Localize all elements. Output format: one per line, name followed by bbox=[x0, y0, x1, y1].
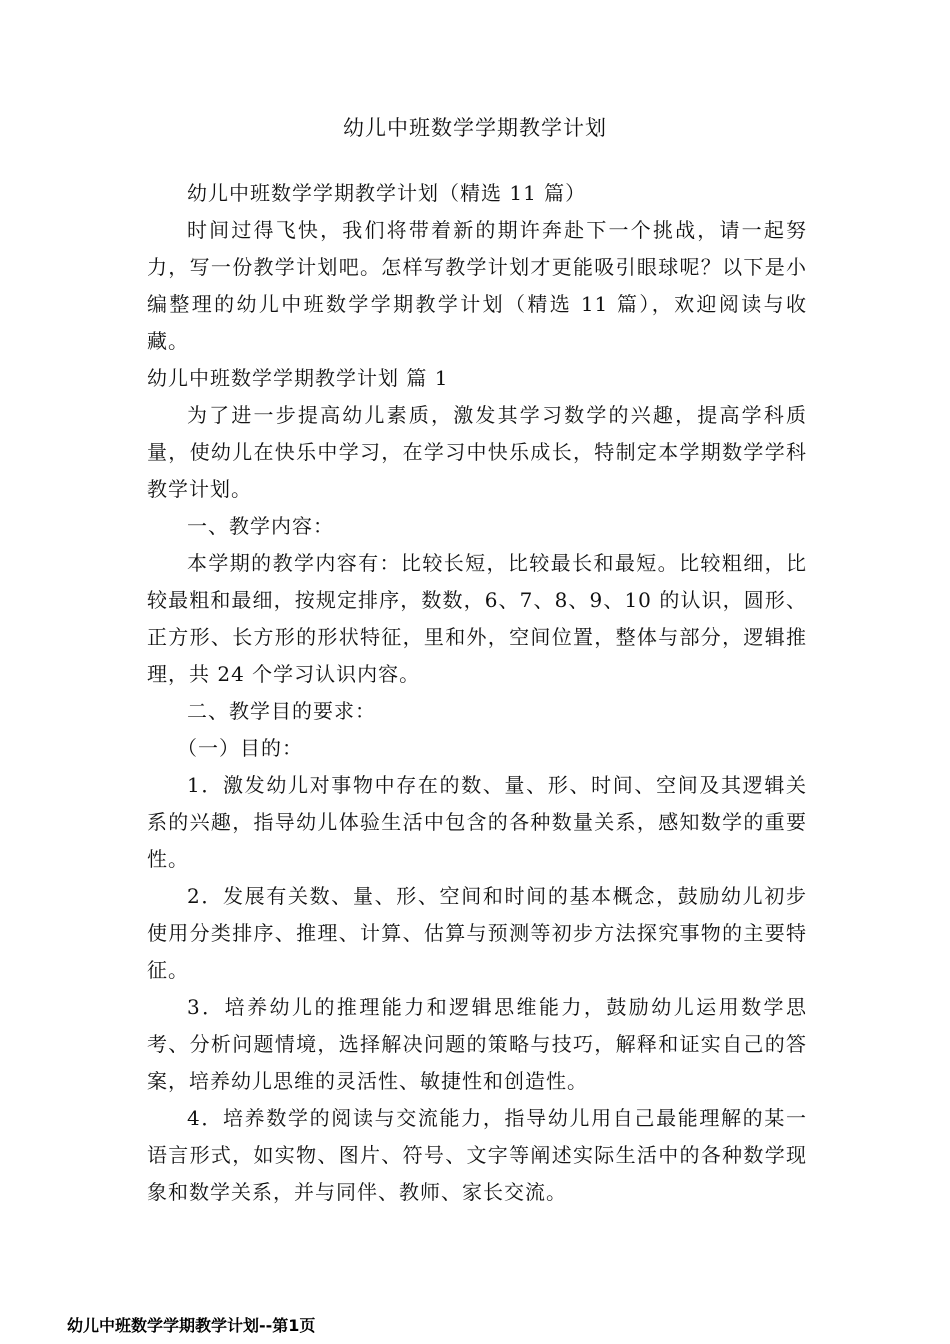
content-paragraph: 本学期的教学内容有：比较长短，比较最长和最短。比较粗细，比较最粗和最细，按规定排序，数数，6、7、8、9、10 的认识，圆形、正方形、长方形的形状特征，里和外，空间位置，整体与部分，逻辑推理，共 24 个学习认识内容。 bbox=[147, 551, 807, 686]
goal-item-3: 3．培养幼儿的推理能力和逻辑思维能力，鼓励幼儿运用数学思考、分析问题情境，选择解决问题的策略与技巧，解释和证实自己的答案，培养幼儿思维的灵活性、敏捷性和创造性。 bbox=[147, 995, 807, 1093]
purpose-paragraph: 为了进一步提高幼儿素质，激发其学习数学的兴趣，提高学科质量，使幼儿在快乐中学习，在学习中快乐成长，特制定本学期数学学科教学计划。 bbox=[147, 403, 807, 501]
document-subtitle: 幼儿中班数学学期教学计划（精选 11 篇） bbox=[187, 181, 587, 205]
goal-item-2: 2．发展有关数、量、形、空间和时间的基本概念，鼓励幼儿初步使用分类排序、推理、计算、估算与预测等初步方法探究事物的主要特征。 bbox=[147, 884, 807, 982]
goal-item-4: 4．培养数学的阅读与交流能力，指导幼儿用自己最能理解的某一语言形式，如实物、图片、符号、文字等阐述实际生活中的各种数学现象和数学关系，并与同伴、教师、家长交流。 bbox=[147, 1106, 807, 1204]
goal-item-1: 1．激发幼儿对事物中存在的数、量、形、时间、空间及其逻辑关系的兴趣，指导幼儿体验生活中包含的各种数量关系，感知数学的重要性。 bbox=[147, 773, 807, 871]
content-heading: 一、教学内容： bbox=[187, 514, 334, 538]
document-body bbox=[147, 175, 807, 1211]
section-heading: 幼儿中班数学学期教学计划 篇 1 bbox=[147, 366, 449, 390]
page-footer: 幼儿中班数学学期教学计划--第1页 bbox=[67, 1316, 316, 1335]
page-title: 幼儿中班数学学期教学计划 bbox=[343, 116, 607, 140]
goals-subheading: （一）目的： bbox=[177, 736, 303, 760]
goals-heading: 二、教学目的要求： bbox=[187, 699, 376, 723]
intro-paragraph: 时间过得飞快，我们将带着新的期许奔赴下一个挑战，请一起努力，写一份教学计划吧。怎样写教学计划才更能吸引眼球呢？以下是小编整理的幼儿中班数学学期教学计划（精选 11 篇），欢迎阅读与收藏。 bbox=[147, 218, 807, 353]
